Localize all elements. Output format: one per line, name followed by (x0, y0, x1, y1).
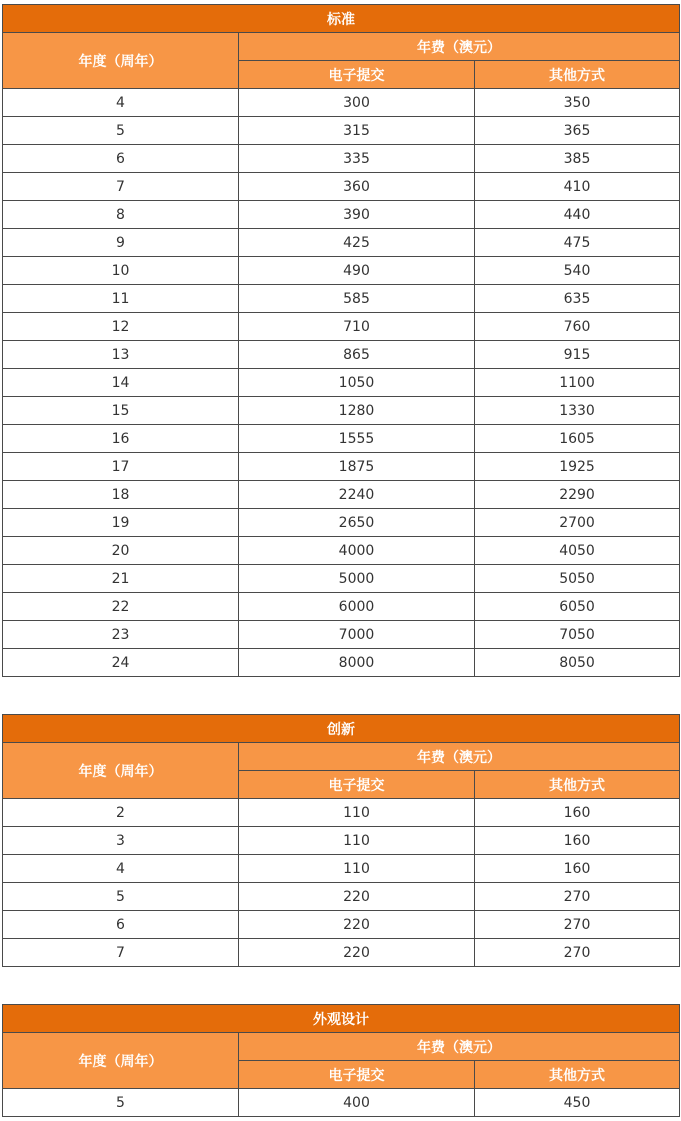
electronic-fee-cell: 220 (239, 939, 475, 967)
electronic-fee-cell: 390 (239, 201, 475, 229)
other-fee-cell: 270 (475, 911, 680, 939)
header-electronic: 电子提交 (239, 61, 475, 89)
year-cell: 22 (3, 593, 239, 621)
electronic-fee-cell: 110 (239, 827, 475, 855)
year-cell: 6 (3, 145, 239, 173)
table-row (3, 509, 680, 537)
year-cell: 4 (3, 89, 239, 117)
table-row (3, 911, 680, 939)
year-cell: 6 (3, 911, 239, 939)
fee-table-innovation (2, 714, 680, 967)
other-fee-cell: 540 (475, 257, 680, 285)
table-title: 标准 (3, 5, 680, 33)
year-cell: 5 (3, 883, 239, 911)
table-row (3, 827, 680, 855)
table-row (3, 145, 680, 173)
year-cell: 16 (3, 425, 239, 453)
header-fee: 年费（澳元） (239, 1033, 680, 1061)
table-row (3, 799, 680, 827)
other-fee-cell: 410 (475, 173, 680, 201)
header-fee: 年费（澳元） (239, 33, 680, 61)
other-fee-cell: 760 (475, 313, 680, 341)
header-year: 年度（周年） (3, 1033, 239, 1089)
table-row (3, 593, 680, 621)
year-cell: 19 (3, 509, 239, 537)
electronic-fee-cell: 110 (239, 799, 475, 827)
electronic-fee-cell: 110 (239, 855, 475, 883)
electronic-fee-cell: 220 (239, 883, 475, 911)
year-cell: 20 (3, 537, 239, 565)
table-row (3, 201, 680, 229)
header-electronic: 电子提交 (239, 771, 475, 799)
table-row (3, 285, 680, 313)
electronic-fee-cell: 1050 (239, 369, 475, 397)
year-cell: 7 (3, 939, 239, 967)
year-cell: 17 (3, 453, 239, 481)
table-row (3, 369, 680, 397)
table-row (3, 89, 680, 117)
year-cell: 5 (3, 117, 239, 145)
electronic-fee-cell: 425 (239, 229, 475, 257)
year-cell: 14 (3, 369, 239, 397)
other-fee-cell: 6050 (475, 593, 680, 621)
header-electronic: 电子提交 (239, 1061, 475, 1089)
other-fee-cell: 7050 (475, 621, 680, 649)
table-row (3, 621, 680, 649)
electronic-fee-cell: 220 (239, 911, 475, 939)
table-row (3, 173, 680, 201)
electronic-fee-cell: 315 (239, 117, 475, 145)
electronic-fee-cell: 2650 (239, 509, 475, 537)
other-fee-cell: 2290 (475, 481, 680, 509)
other-fee-cell: 160 (475, 827, 680, 855)
year-cell: 5 (3, 1089, 239, 1117)
other-fee-cell: 365 (475, 117, 680, 145)
other-fee-cell: 1605 (475, 425, 680, 453)
table-row (3, 939, 680, 967)
electronic-fee-cell: 6000 (239, 593, 475, 621)
year-cell: 4 (3, 855, 239, 883)
electronic-fee-cell: 585 (239, 285, 475, 313)
table-row (3, 257, 680, 285)
other-fee-cell: 350 (475, 89, 680, 117)
other-fee-cell: 450 (475, 1089, 680, 1117)
table-row (3, 565, 680, 593)
year-cell: 2 (3, 799, 239, 827)
electronic-fee-cell: 1280 (239, 397, 475, 425)
table-row (3, 425, 680, 453)
other-fee-cell: 4050 (475, 537, 680, 565)
year-cell: 10 (3, 257, 239, 285)
other-fee-cell: 475 (475, 229, 680, 257)
electronic-fee-cell: 400 (239, 1089, 475, 1117)
year-cell: 18 (3, 481, 239, 509)
fee-table-standard (2, 4, 680, 677)
electronic-fee-cell: 5000 (239, 565, 475, 593)
electronic-fee-cell: 335 (239, 145, 475, 173)
electronic-fee-cell: 2240 (239, 481, 475, 509)
electronic-fee-cell: 865 (239, 341, 475, 369)
table-row (3, 117, 680, 145)
year-cell: 3 (3, 827, 239, 855)
table-row (3, 453, 680, 481)
year-cell: 21 (3, 565, 239, 593)
header-fee: 年费（澳元） (239, 743, 680, 771)
other-fee-cell: 270 (475, 939, 680, 967)
header-other: 其他方式 (475, 771, 680, 799)
fee-table-design (2, 1004, 680, 1117)
other-fee-cell: 160 (475, 855, 680, 883)
other-fee-cell: 8050 (475, 649, 680, 677)
year-cell: 9 (3, 229, 239, 257)
electronic-fee-cell: 300 (239, 89, 475, 117)
other-fee-cell: 635 (475, 285, 680, 313)
electronic-fee-cell: 1555 (239, 425, 475, 453)
year-cell: 11 (3, 285, 239, 313)
year-cell: 13 (3, 341, 239, 369)
other-fee-cell: 270 (475, 883, 680, 911)
table-row (3, 537, 680, 565)
electronic-fee-cell: 1875 (239, 453, 475, 481)
header-other: 其他方式 (475, 61, 680, 89)
other-fee-cell: 385 (475, 145, 680, 173)
header-other: 其他方式 (475, 1061, 680, 1089)
electronic-fee-cell: 7000 (239, 621, 475, 649)
year-cell: 24 (3, 649, 239, 677)
year-cell: 15 (3, 397, 239, 425)
year-cell: 8 (3, 201, 239, 229)
other-fee-cell: 1330 (475, 397, 680, 425)
other-fee-cell: 2700 (475, 509, 680, 537)
year-cell: 23 (3, 621, 239, 649)
other-fee-cell: 915 (475, 341, 680, 369)
table-row (3, 229, 680, 257)
other-fee-cell: 5050 (475, 565, 680, 593)
electronic-fee-cell: 4000 (239, 537, 475, 565)
table-title: 外观设计 (3, 1005, 680, 1033)
other-fee-cell: 440 (475, 201, 680, 229)
header-year: 年度（周年） (3, 33, 239, 89)
other-fee-cell: 1925 (475, 453, 680, 481)
table-row (3, 883, 680, 911)
table-row (3, 341, 680, 369)
table-row (3, 855, 680, 883)
year-cell: 12 (3, 313, 239, 341)
table-row (3, 313, 680, 341)
table-row (3, 649, 680, 677)
year-cell: 7 (3, 173, 239, 201)
electronic-fee-cell: 710 (239, 313, 475, 341)
header-year: 年度（周年） (3, 743, 239, 799)
table-row (3, 1089, 680, 1117)
table-title: 创新 (3, 715, 680, 743)
electronic-fee-cell: 360 (239, 173, 475, 201)
table-row (3, 481, 680, 509)
electronic-fee-cell: 8000 (239, 649, 475, 677)
electronic-fee-cell: 490 (239, 257, 475, 285)
table-row (3, 397, 680, 425)
other-fee-cell: 1100 (475, 369, 680, 397)
other-fee-cell: 160 (475, 799, 680, 827)
